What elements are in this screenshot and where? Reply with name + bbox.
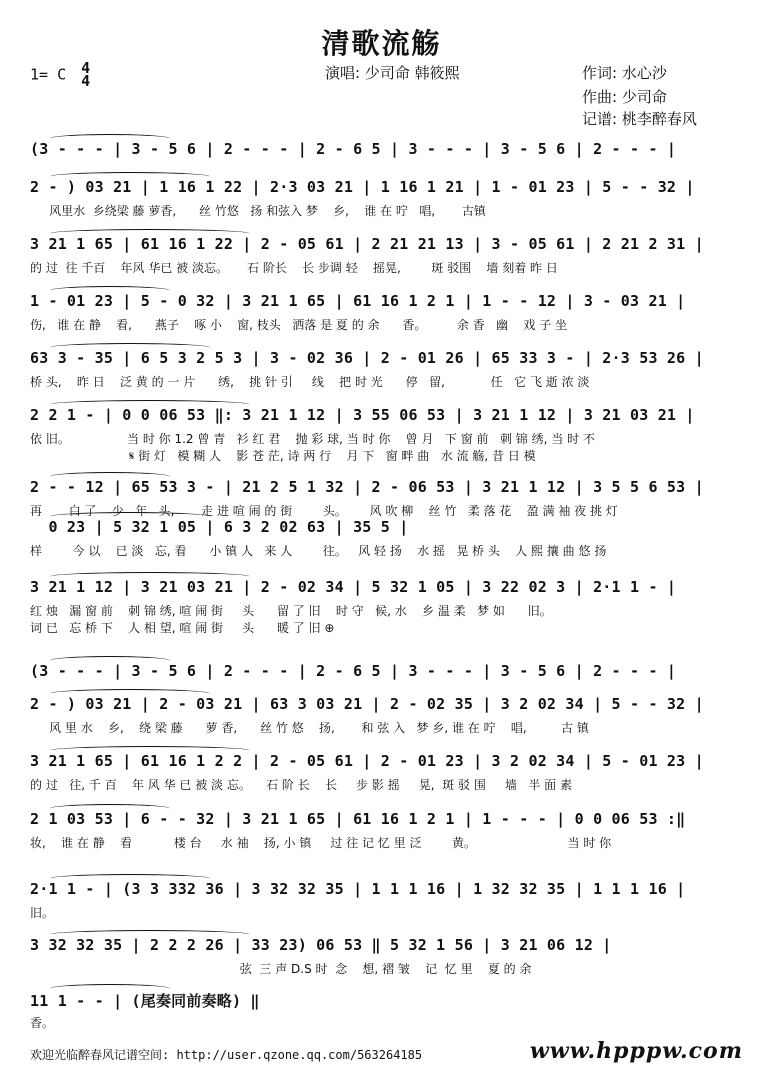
notation-row: (3 - - - | 3 - 5 6 | 2 - - - | 2 - 6 5 | 3 - - - | 3 - 5 6 | 2 - - - | <box>30 140 677 158</box>
notation-row: 3 21 1 65 | 61 16 1 22 | 2 - 05 61 | 2 21 21 13 | 3 - 05 61 | 2 21 2 31 | <box>30 235 704 253</box>
notation-row: (3 - - - | 3 - 5 6 | 2 - - - | 2 - 6 5 | 3 - - - | 3 - 5 6 | 2 - - - | <box>30 662 677 680</box>
lyric-row: 的 过 往, 千 百 年 风 华 已 被 淡 忘。 石 阶 长 长 步 影 摇 晃, 斑 驳 围 墙 半 面 素 <box>30 778 572 792</box>
notation-row: 2 - ) 03 21 | 1 16 1 22 | 2·3 03 21 | 1 16 1 21 | 1 - 01 23 | 5 - - 32 | <box>30 178 695 196</box>
notation-row: 2 2 1 - | 0 0 06 53 ‖: 3 21 1 12 | 3 55 06 53 | 3 21 1 12 | 3 21 03 21 | <box>30 406 695 424</box>
notation-row: 2·1 1 - | (3 3 332 36 | 3 32 32 35 | 1 1 1 16 | 1 32 32 35 | 1 1 1 16 | <box>30 880 686 898</box>
song-title: 清歌流觞 <box>321 27 442 60</box>
lyric-row: 词 已 忘 桥 下 人 相 望, 喧 闹 街 头 暖 了 旧 ⊕ <box>30 621 335 635</box>
notation-row: 63 3 - 35 | 6 5 3 2 5 3 | 3 - 02 36 | 2 - 01 26 | 65 33 3 - | 2·3 53 26 | <box>30 349 704 367</box>
notation-row: 3 21 1 65 | 61 16 1 2 2 | 2 - 05 61 | 2 - 01 23 | 3 2 02 34 | 5 - 01 23 | <box>30 752 704 770</box>
key-signature <box>30 59 91 90</box>
lyric-row: 弦 三 声 D.S 时 念 想, 褶 皱 记 忆 里 夏 的 余 <box>30 962 532 976</box>
composer: 作曲: 少司命 <box>582 88 667 106</box>
singers: 演唱: 少司命 韩筱熙 <box>325 64 460 82</box>
lyric-row: 伤, 谁 在 静 看, 燕子 啄 小 窗, 枝头 洒落 是 夏 的 余 香。 余 香 幽 戏 子 坐 <box>30 318 568 332</box>
notation-row: 2 - ) 03 21 | 2 - 03 21 | 63 3 03 21 | 2 - 02 35 | 3 2 02 34 | 5 - - 32 | <box>30 695 704 713</box>
lyric-row: 再 白 了 少 年 头, 走 进 喧 闹 的 街 头。 风 吹 柳 丝 竹 柔 落 花 盈 满 袖 夜 挑 灯 <box>30 504 618 518</box>
site-watermark: www.hpppw.com <box>529 1038 743 1064</box>
lyric-row: 依 旧。 当 时 你 1.2 曾 青 衫 红 君 抛 彩 球, 当 时 你 曾 月 下 窗 前 刺 锦 绣, 当 时 不 <box>30 432 595 446</box>
transcriber: 记谱: 桃李醉春风 <box>582 110 697 128</box>
lyric-row: 风 里 水 乡, 绕 梁 藤 萝 香, 丝 竹 悠 扬, 和 弦 入 梦 乡, 谁 在 咛 唱, 古 镇 <box>30 721 589 735</box>
lyric-row: 桥 头, 昨 日 泛 黄 的 一 片 绣, 挑 针 引 线 把 时 光 停 留, 任 它 飞 逝 浓 淡 <box>30 375 590 389</box>
time-top: 4 <box>81 59 91 77</box>
notation-row: 3 21 1 12 | 3 21 03 21 | 2 - 02 34 | 5 32 1 05 | 3 22 02 3 | 2·1 1 - | <box>30 578 677 596</box>
lyric-row: 香。 <box>30 1016 55 1030</box>
visit-text[interactable]: 欢迎光临醉春风记谱空间: http://user.qzone.qq.com/563264185 <box>30 1048 423 1062</box>
notation-row: 0 23 | 5 32 1 05 | 6 3 2 02 63 | 35 5 | <box>30 518 409 536</box>
notation-row: 1 - 01 23 | 5 - 0 32 | 3 21 1 65 | 61 16 1 2 1 | 1 - - 12 | 3 - 03 21 | <box>30 292 686 310</box>
lyric-row: 𝄋 街 灯 模 糊 人 影 苍 茫, 诗 两 行 月 下 窗 畔 曲 水 流 觞, 昔 日 模 <box>30 449 536 463</box>
lyric-row: 妆, 谁 在 静 看 楼 台 水 袖 扬, 小 镇 过 往 记 忆 里 泛 黄。 当 时 你 <box>30 836 612 850</box>
lyric-row: 旧。 <box>30 906 55 920</box>
time-bottom: 4 <box>81 72 91 90</box>
notation-row: 2 1 03 53 | 6 - - 32 | 3 21 1 65 | 61 16 1 2 1 | 1 - - - | 0 0 06 53 :‖ <box>30 810 686 828</box>
notation-row: 2 - - 12 | 65 53 3 - | 21 2 5 1 32 | 2 - 06 53 | 3 21 1 12 | 3 5 5 6 53 | <box>30 478 704 496</box>
lyric-row: 红 烛 漏 窗 前 刺 锦 绣, 喧 闹 街 头 留 了 旧 时 守 候, 水 乡 温 柔 梦 如 旧。 <box>30 604 552 618</box>
lyricist: 作词: 水心沙 <box>582 64 667 82</box>
lyric-row: 样 今 以 已 淡 忘, 看 小 镇 人 来 人 往。 风 轻 扬 水 摇 晃 桥 头 人 熙 攘 曲 悠 扬 <box>30 544 607 558</box>
lyric-row: 的 过 往 千百 年风 华已 被 淡忘。 石 阶长 长 步调 轻 摇晃, 斑 驳围 墙 刻着 昨 日 <box>30 261 558 275</box>
time-signature <box>81 59 91 90</box>
notation-row: 11 1 - - | (尾奏同前奏略) ‖ <box>30 992 260 1010</box>
key-label: 1= C <box>30 65 67 84</box>
lyric-row: 风里水 乡绕梁 藤 萝香, 丝 竹悠 扬 和弦入 梦 乡, 谁 在 咛 唱, 古镇 <box>30 204 486 218</box>
notation-row: 3 32 32 35 | 2 2 2 26 | 33 23) 06 53 ‖ 5 32 1 56 | 3 21 06 12 | <box>30 936 612 954</box>
